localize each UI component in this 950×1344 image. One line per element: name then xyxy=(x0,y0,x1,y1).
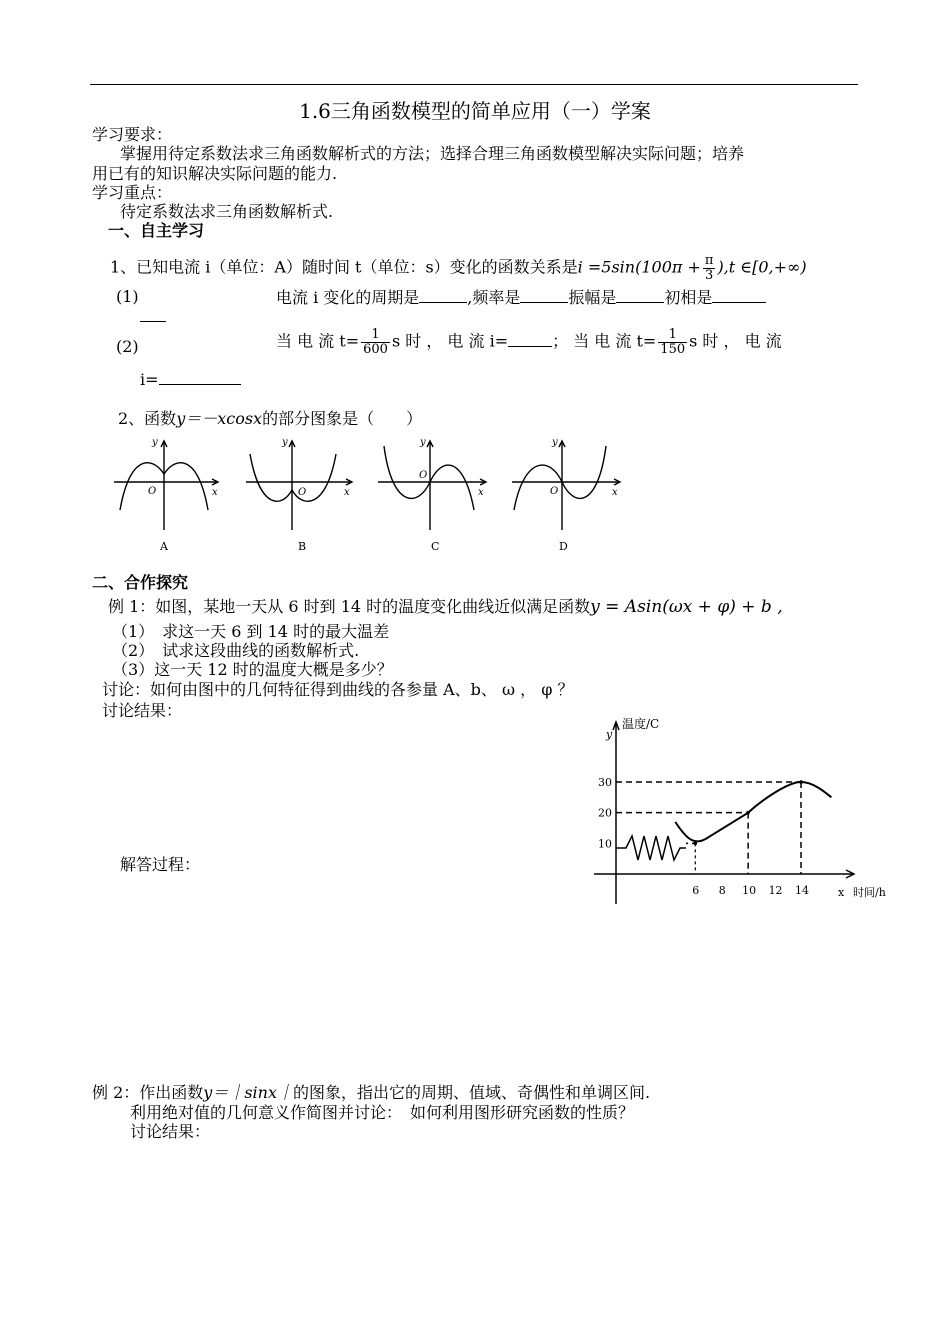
chart-data-point xyxy=(799,780,803,784)
temperature-chart xyxy=(590,712,890,912)
chart-ylabel: 温度/C xyxy=(622,717,660,731)
chart-y-letter: y xyxy=(606,728,613,741)
section-2-heading: 二、合作探究 xyxy=(92,573,189,592)
q1-part2-text-e: i= xyxy=(140,370,159,389)
chart-x-tick-label: 12 xyxy=(768,884,783,897)
chart-y-tick-label: 10 xyxy=(598,837,612,851)
option-label-d: D xyxy=(559,540,568,553)
frac-num: 1 xyxy=(361,328,390,343)
question-2-lead: 2、函数 xyxy=(118,409,177,428)
axis-y-label: y xyxy=(420,437,426,448)
example-1-q2: （2） 试求这段曲线的函数解析式. xyxy=(112,641,360,660)
option-graphs xyxy=(100,432,640,556)
chart-early-zigzag xyxy=(616,836,686,860)
answer-blank[interactable] xyxy=(712,288,766,303)
header-rule xyxy=(90,84,858,85)
option-label-c: C xyxy=(431,540,440,553)
example-1 xyxy=(108,598,783,618)
axis-origin-label: O xyxy=(419,470,428,481)
focus-heading: 学习重点： xyxy=(92,183,173,202)
page-title: 1.6三角函数模型的简单应用（一）学案 xyxy=(299,99,651,123)
graph-option-b[interactable] xyxy=(246,441,352,530)
frac-num: 1 xyxy=(658,328,687,343)
chart-x-tick-label: 14 xyxy=(795,884,809,897)
example-1-q3: （3）这一天 12 时的温度大概是多少？ xyxy=(112,660,393,679)
frac-den: 600 xyxy=(363,341,388,357)
option-label-b: B xyxy=(298,540,307,553)
discussion-question: 讨论：如何由图中的几何特征得到曲线的各参量 A、b、 ω ， φ ？ xyxy=(102,680,574,699)
answer-blank[interactable] xyxy=(508,332,552,347)
q1-frac-den: 3 xyxy=(705,267,714,283)
example-2 xyxy=(92,1084,650,1102)
axis-origin-label: O xyxy=(148,486,157,497)
solution-label: 解答过程： xyxy=(120,855,201,874)
discussion-result-label: 讨论结果： xyxy=(102,701,183,720)
graph-option-d[interactable] xyxy=(512,441,620,530)
axis-y-label: y xyxy=(282,437,288,448)
axis-y-label: y xyxy=(152,437,158,448)
chart-x-tick-label: 8 xyxy=(718,884,726,897)
q1-part1-label: (1) xyxy=(116,287,139,306)
q1-part2-text-d: s 时 ， 电 流 xyxy=(689,331,782,351)
q1-part1-text-a: 电流 i 变化的周期是 xyxy=(276,288,420,307)
example-1-lead: 例 1：如图，某地一天从 6 时到 14 时的温度变化曲线近似满足函数 xyxy=(108,597,591,616)
frac-den: 150 xyxy=(660,341,686,357)
answer-blank[interactable] xyxy=(159,370,241,385)
q1-frac-num: π xyxy=(704,253,714,268)
chart-xlabel: 时间/h xyxy=(853,886,886,899)
graph-option-a[interactable] xyxy=(114,441,218,530)
chart-series-line xyxy=(675,782,831,841)
chart-y-tick-label: 30 xyxy=(598,776,612,789)
focus-text: 待定系数法求三角函数解析式. xyxy=(120,202,334,221)
q1-part2 xyxy=(276,328,782,356)
q1-part1-blank-continue[interactable] xyxy=(140,307,166,326)
q1-part2-text-b: s 时 ， 电 流 i= xyxy=(391,331,509,351)
question-2-tail: 的部分图象是（ ） xyxy=(262,409,423,428)
axis-y-label: y xyxy=(552,437,558,448)
example-2-result-label: 讨论结果： xyxy=(130,1122,211,1141)
axis-origin-label: O xyxy=(550,486,559,497)
requirements-heading: 学习要求： xyxy=(92,125,173,144)
question-1 xyxy=(110,254,807,282)
chart-x-tick-label: 6 xyxy=(692,884,700,897)
axis-x-label: x xyxy=(478,487,484,498)
q1-part2-label: (2) xyxy=(116,337,139,356)
example-2-lead: 例 2：作出函数 xyxy=(92,1083,204,1102)
answer-blank[interactable] xyxy=(419,288,467,303)
graph-option-c[interactable] xyxy=(378,441,486,530)
q1-part2-fraction-1 xyxy=(361,328,390,356)
q1-part1-text-c: 振幅是 xyxy=(568,288,617,307)
example-2-function: y＝｜sinx｜ xyxy=(203,1083,293,1102)
q1-part2-fraction-2 xyxy=(658,328,687,356)
example-2-tail: 的图象，指出它的周期、值域、奇偶性和单调区间. xyxy=(292,1083,651,1102)
chart-y-tick-label: 20 xyxy=(598,806,612,820)
chart-data-point xyxy=(693,842,697,846)
example-1-q1: （1） 求这一天 6 到 14 时的最大温差 xyxy=(112,622,390,641)
q1-formula-b: ),t ∈[0,+∞) xyxy=(717,257,807,277)
axis-x-label: x xyxy=(344,487,350,498)
q1-part1-text-b: ,频率是 xyxy=(467,288,521,307)
axis-x-label: x xyxy=(612,487,618,498)
axis-x-label: x xyxy=(212,487,218,498)
example-2-discussion: 利用绝对值的几何意义作简图并讨论： 如何利用图形研究函数的性质？ xyxy=(130,1103,635,1122)
question-2-function: y＝－xcosx xyxy=(176,409,263,428)
axis-origin-label: O xyxy=(298,487,307,498)
option-label-a: A xyxy=(160,540,168,553)
answer-blank[interactable] xyxy=(520,288,568,303)
example-1-formula: y = Asin(ωx + φ) + b , xyxy=(590,597,783,617)
q1-formula-a: i =5sin(100π + xyxy=(577,257,701,277)
chart-x-letter: x xyxy=(838,886,845,899)
q1-part1-text-d: 初相是 xyxy=(664,288,713,307)
answer-blank[interactable] xyxy=(616,288,664,303)
requirements-line-2: 用已有的知识解决实际问题的能力. xyxy=(92,164,338,183)
q1-part2-text-a: 当 电 流 t= xyxy=(276,331,360,351)
question-1-lead: 1、已知电流 i（单位：A）随时间 t（单位：s）变化的函数关系是 xyxy=(110,257,578,277)
question-2 xyxy=(118,410,422,428)
q1-fraction xyxy=(703,254,716,282)
q1-part2-text-c: ； 当 电 流 t= xyxy=(552,331,657,351)
chart-x-tick-label: 10 xyxy=(742,884,757,897)
chart-data-point xyxy=(746,811,750,815)
requirements-line-1: 掌握用待定系数法求三角函数解析式的方法；选择合理三角函数模型解决实际问题；培养 xyxy=(120,144,745,163)
section-1-heading: 一、自主学习 xyxy=(108,221,205,240)
q1-part1 xyxy=(276,288,766,307)
q1-part2-line2 xyxy=(140,370,241,389)
